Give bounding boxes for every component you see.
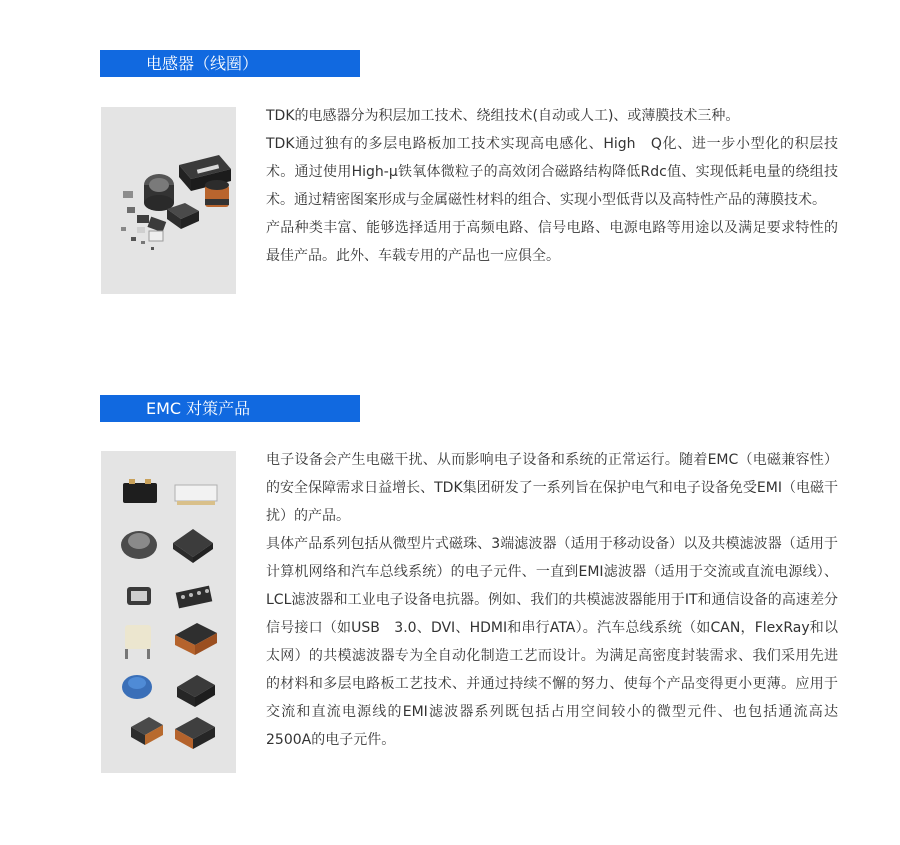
inductor-products-image bbox=[101, 107, 236, 294]
paragraph: TDK的电感器分为积层加工技术、绕组技术(自动或人工)、或薄膜技术三种。 bbox=[266, 108, 740, 124]
emc-products-image bbox=[101, 451, 236, 773]
section-title-emc: EMC 对策产品 bbox=[100, 395, 360, 422]
inductor-products-photo-icon bbox=[101, 107, 236, 294]
paragraph: 电子设备会产生电磁干扰、从而影响电子设备和系统的正常运行。随着EMC（电磁兼容性）的安全保障需求日益增长、TDK集团研发了一系列旨在保护电气和电子设备免受EMI（电磁干扰）的产品。 bbox=[266, 452, 838, 524]
emc-products-photo-icon bbox=[101, 451, 236, 773]
section-title-inductors: 电感器（线圈） bbox=[100, 50, 360, 77]
section-body-emc bbox=[266, 446, 838, 754]
section-body-inductors bbox=[266, 102, 838, 270]
paragraph: 具体产品系列包括从微型片式磁珠、3端滤波器（适用于移动设备）以及共模滤波器（适用于计算机网络和汽车总线系统）的电子元件、一直到EMI滤波器（适用于交流或直流电源线）、LCL滤波器和工业电子设备电抗器。例如、我们的共模滤波器能用于IT和通信设备的高速差分信号接口（如USB 3.0、DVI、HDMI和串行ATA）。汽车总线系统（如CAN，FlexRay和以太网）的共模滤波器专为全自动化制造工艺而设计。为满足高密度封装需求、我们采用先进的材料和多层电路板工艺技术、并通过持续不懈的努力、使每个产品变得更小更薄。应用于交流和直流电源线的EMI滤波器系列既包括占用空间较小的微型元件、也包括通流高达2500A的电子元件。 bbox=[266, 536, 838, 748]
paragraph: TDK通过独有的多层电路板加工技术实现高电感化、High Q化、进一步小型化的积层技术。通过使用High-μ铁氧体微粒子的高效闭合磁路结构降低Rdc值、实现低耗电量的绕组技术。通过精密图案形成与金属磁性材料的组合、实现小型低背以及高特性产品的薄膜技术。 bbox=[266, 136, 838, 208]
paragraph: 产品种类丰富、能够选择适用于高频电路、信号电路、电源电路等用途以及满足要求特性的最佳产品。此外、车载专用的产品也一应俱全。 bbox=[266, 220, 838, 264]
